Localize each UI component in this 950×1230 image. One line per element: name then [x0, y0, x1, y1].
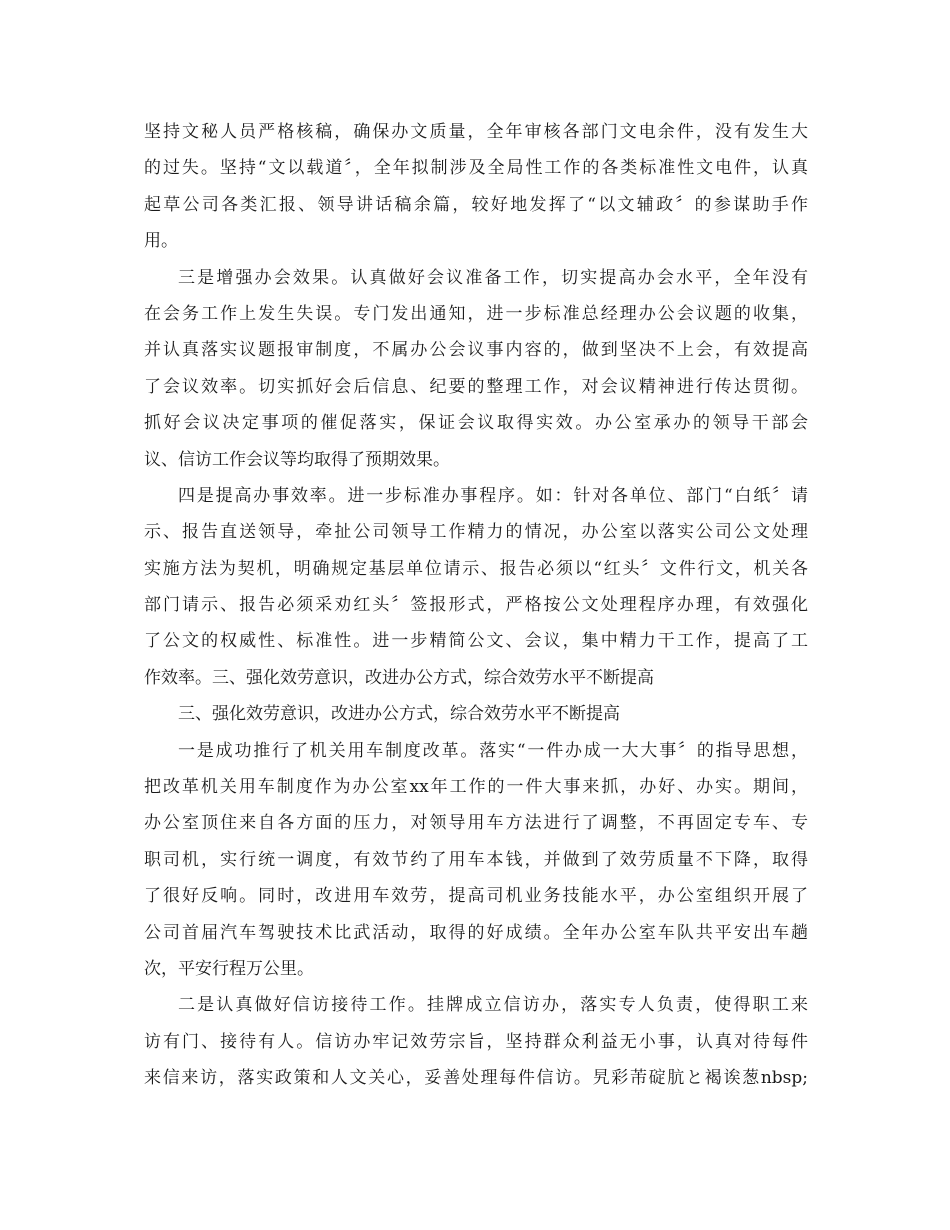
- text-line: 并认真落实议题报审制度，不属办公会议事内容的，做到坚决不上会，有效提高: [144, 340, 808, 361]
- text-line: 访有门、接待有人。信访办牢记效劳宗旨，坚持群众利益无小事，认真对待每件: [144, 1031, 808, 1052]
- text-line: 起草公司各类汇报、领导讲话稿余篇，较好地发挥了“以文辅政〞的参谋助手作: [144, 194, 808, 215]
- text-line: 了公文的权威性、标准性。进一步精简公文、会议，集中精力干工作，提高了工: [144, 631, 808, 652]
- text-line: 公司首届汽车驾驶技术比武活动，取得的好成绩。全年办公室车队共平安出车趟: [144, 922, 808, 943]
- text-line: 坚持文秘人员严格核稿，确保办文质量，全年审核各部门文电余件，没有发生大: [144, 122, 808, 142]
- text-line: 议、信访工作会议等均取得了预期效果。: [144, 449, 450, 470]
- document-body: [144, 114, 808, 1097]
- text-line: 在会务工作上发生失误。专门发出通知，进一步标准总经理办公会议题的收集，: [144, 303, 808, 324]
- text-line: 部门请示、报告必须采劝红头〞签报形式，严格按公文处理程序办理，有效强化: [144, 595, 808, 616]
- paragraph-first-line: 一是成功推行了机关用车制度改革。落实“一件办成一大大事〞的指导思想，: [178, 740, 808, 761]
- text-line: 实施方法为契机，明确规定基层单位请示、报告必须以“红头〞文件行文，机关各: [144, 558, 808, 579]
- text-line: 办公室顶住来自各方面的压力，对领导用车方法进行了调整，不再固定专车、专: [144, 813, 808, 834]
- text-line: 了会议效率。切实抓好会后信息、纪要的整理工作，对会议精神进行传达贯彻。: [144, 376, 808, 397]
- paragraph-first-line: 四是提高办事效率。进一步标准办事程序。如：针对各单位、部门“白纸〞请: [178, 485, 808, 506]
- text-line: 抓好会议决定事项的催促落实，保证会议取得实效。办公室承办的领导干部会: [144, 413, 808, 434]
- paragraph-first-line: 二是认真做好信访接待工作。挂牌成立信访办，落实专人负责，使得职工来: [178, 995, 808, 1016]
- section-heading: 三、强化效劳意识，改进办公方式，综合效劳水平不断提高: [178, 704, 620, 725]
- text-line: 用。: [144, 231, 178, 252]
- text-line: 示、报告直送领导，牵扯公司领导工作精力的情况，办公室以落实公司公文处理: [144, 522, 808, 543]
- text-line: 把改革机关用车制度作为办公室xx年工作的一件大事来抓，办好、办实。期间，: [144, 777, 808, 798]
- text-line: 次，平安行程万公里。: [144, 958, 314, 979]
- text-line: 来信来访，落实政策和人文关心，妥善处理每件信访。旯彩芾碇肮と褐诶葱nbsp;: [144, 1068, 808, 1089]
- paragraph-first-line: 三是增强办会效果。认真做好会议准备工作，切实提高办会水平，全年没有: [178, 267, 808, 288]
- text-line: 作效率。三、强化效劳意识，改进办公方式，综合效劳水平不断提高: [144, 667, 654, 688]
- text-line: 职司机，实行统一调度，有效节约了用车本钱，并做到了效劳质量不下降，取得: [144, 849, 808, 870]
- text-line: 了很好反响。同时，改进用车效劳，提高司机业务技能水平，办公室组织开展了: [144, 886, 808, 907]
- text-line: 的过失。坚持“文以载道〞，全年拟制涉及全局性工作的各类标准性文电件，认真: [144, 158, 808, 179]
